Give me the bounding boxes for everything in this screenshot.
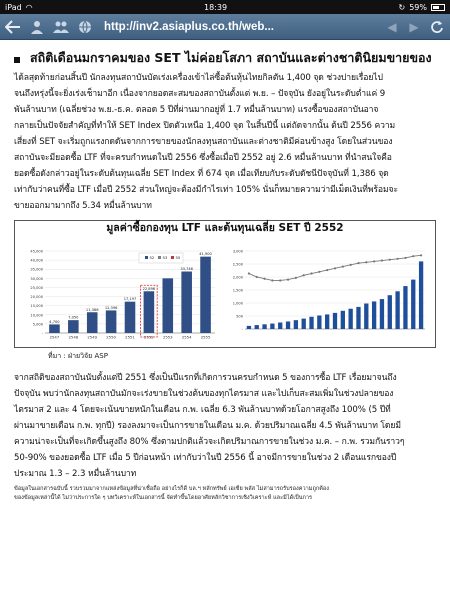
bar [270, 324, 274, 329]
bar [403, 286, 407, 329]
bar [380, 299, 384, 329]
bar [325, 314, 329, 329]
bar [144, 291, 155, 333]
footnote [14, 485, 436, 503]
bar [68, 320, 79, 333]
legend-label: 52 [149, 255, 155, 260]
text-line: จนถึงหรุ่งนี้จะยิ่งเร่งเช็ามาอีก เนื่องจากยอดสะสมของสถาบันตั้งแต่ พ.ย. – ปัจจุบัน ยังอยู่ในระดับต่ำแค่ 9 [14, 89, 386, 99]
figure-title: มูลค่าซื้อกองทุน LTF และต้นทุนเฉลี่ย SET ปี 2552 [106, 222, 344, 234]
line-point [303, 274, 305, 276]
y-tick-label: 1,500 [232, 288, 243, 293]
bar [372, 301, 376, 329]
line-point [389, 259, 391, 261]
line-point [256, 276, 258, 278]
bar-value-label: 33,746 [180, 267, 193, 272]
bar [255, 325, 259, 329]
text-line: พันล้านบาท (เฉลี่ยช่วง พ.ย.-ธ.ค. ตลอด 5 ปีที่ผ่านมากอยู่ที่ 1.7 หมื่นล้านบาท) แรงซื้อของสถาบันอาจ [14, 105, 379, 115]
bar-value-label: 22,896 [142, 286, 156, 291]
line-point [397, 258, 399, 260]
article-heading [14, 50, 436, 66]
line-point [295, 277, 297, 279]
text-line: ความน่าจะเป็นที่จะเกิดขึ้นสูงถึง 80% ซึ่งตามปกติแล้วจะเกิดปริมาณการขายในช่วง ม.ค. – ก.พ. รวมกันราวๆ [14, 437, 405, 447]
wifi-icon: ◠ [25, 2, 33, 12]
x-tick-label: 2554 [181, 334, 192, 340]
text-line: จากสถิติของสถาบันนับตั้งแต่ปี 2551 ซึ่งเป็นปีแรกที่เกิดการวนครบกำหนด 5 ของการซื้อ LTF เรื่อยมาจนถึง [14, 373, 397, 383]
bar [247, 326, 251, 329]
x-tick-label: 2547 [49, 334, 60, 340]
x-tick-label: 2548 [68, 334, 79, 340]
legend-swatch [158, 256, 161, 259]
bar-value-label: 7,050 [68, 315, 79, 320]
y-tick-label: - [41, 331, 43, 336]
line-point [365, 261, 367, 263]
line-point [248, 272, 250, 274]
bar [333, 313, 337, 329]
line-point [326, 269, 328, 271]
url-bar[interactable]: http://inv2.asiaplus.co.th/web... [104, 20, 274, 33]
legend-swatch [145, 256, 148, 259]
bar [395, 291, 399, 329]
bar [181, 272, 192, 333]
set-cost-chart [227, 237, 433, 345]
bar [411, 280, 415, 329]
x-tick-label: 2555 [200, 334, 211, 340]
line-point [318, 271, 320, 273]
y-tick-label: 3,000 [232, 249, 243, 254]
text-line: สถาบันจะมียอดซื้อ LTF ที่จะครบกำหนดในปี 2556 ซึ่งซื้อเมื่อปี 2552 อยู่ 2.6 หมื่นล้านบาท ที่นำสนใจคือ [14, 153, 392, 163]
y-tick-label: 2,500 [232, 262, 243, 267]
battery-percent: 59% [409, 2, 427, 12]
figure [14, 220, 436, 348]
y-tick-label: 40,000 [30, 258, 43, 263]
bar [278, 323, 282, 330]
text-line: 50-90% ของยอดซื้อ LTF เมื่อ 5 ปีก่อนหน้า เท่ากับว่าในปี 2556 นี้ อาจมีการขายในช่วง 2 เดือนแรกของปี [14, 453, 397, 463]
person-icon[interactable] [28, 18, 46, 36]
text-line: เสี่ยงที่ SET จะเริ่มถูกแรงกดดันจากการขายของนักลงทุนสถาบันและต่างชาติมีค่อนข้างสูง โดยในส่วนของ [14, 137, 393, 147]
line-point [263, 278, 265, 280]
y-tick-label: - [241, 327, 243, 332]
line-point [350, 264, 352, 266]
line-point [334, 267, 336, 269]
status-bar [0, 0, 450, 14]
bar [294, 320, 298, 329]
x-tick-label: 2551 [125, 334, 135, 340]
x-tick-label: 2552 [144, 334, 154, 340]
text-line: กลายเป็นปัจจัยสำคัญที่ทำให้ SET Index ปิดตัวเหนือ 1,400 จุด ในสิ้นปีนี้ แต่ถัดจากนั้น ต้นปี 2556 ความ [14, 121, 396, 131]
bar [341, 311, 345, 329]
text-line: ประมาณ 1.3 – 2.3 หมื่นล้านบาท [14, 469, 137, 479]
y-tick-label: 35,000 [30, 267, 43, 272]
text-line: ขายออกมามากถึง 5.34 หมื่นล้านบาท [14, 201, 152, 211]
text-line: เท่ากับว่าคนที่ซื้อ LTF เมื่อปี 2552 ส่วนใหญ่จะต้องมีกำไรเท่า 105% นั่นก็หมายความว่ามีเม็ดเงินที่พร้อมจะ [14, 185, 398, 195]
y-tick-label: 20,000 [30, 295, 43, 300]
bar-value-label: 41,900 [199, 252, 212, 257]
x-tick-label: 2553 [162, 334, 173, 340]
y-tick-label: 25,000 [30, 285, 43, 290]
x-tick-label: 2550 [106, 334, 116, 340]
y-tick-label: 2,000 [232, 275, 243, 280]
ltf-bar-chart [19, 237, 219, 345]
bar [106, 310, 117, 333]
article-content [0, 41, 450, 600]
clock: 18:39 [204, 2, 228, 12]
line-point [404, 257, 406, 259]
figure-source: ที่มา : ฝ่ายวิจัย ASP [48, 352, 108, 360]
page-forward-icon[interactable]: ▶ [409, 19, 419, 34]
device-name: iPad [5, 2, 22, 12]
rotation-lock-icon: ↻ [398, 2, 406, 12]
footnote-line: ข้อมูลในเอกสารฉบับนี้ รวบรวมมาจากแหล่งข้อมูลที่น่าเชื่อถือ อย่างไรก็ดี บล.ฯ หลักทรัพย์ เอเซีย พลัส ไม่สามารถรับรองความถูกต้อง [14, 486, 329, 492]
text-line: ผ่านมาขายเดือน ก.พ. ทุกปี) รองลงมาจะเป็นการขายในเดือน ม.ค. ด้วยปริมาณเฉลี่ย 4.5 พันล้านบาท โดยมี [14, 421, 401, 431]
line-point [342, 266, 344, 268]
bar [419, 261, 423, 329]
y-tick-label: 45,000 [30, 249, 43, 254]
bar [356, 307, 360, 329]
footnote-line: ของข้อมูลเหล่านี้ได้ ไม่ว่าประการใด ๆ บทวิเคราะห์ในเอกสารนี้ จัดทำขึ้นโดยอาศัยหลักวิชาการเชิงวิเคราะห์ และมิได้เป็นการ [14, 495, 313, 501]
bar [309, 317, 313, 329]
bar [162, 278, 173, 333]
bullet-icon [14, 57, 20, 63]
bar-value-label: 4,700 [49, 319, 60, 324]
y-tick-label: 10,000 [30, 313, 43, 318]
bar [286, 321, 290, 329]
back-arrow-icon[interactable] [4, 18, 22, 36]
bar [125, 302, 136, 333]
text-line: ไตรมาส 2 และ 4 โดยจะเน้นขายหนักในเดือน ก.พ. เฉลี่ย 6.3 พันล้านบาทด้วยโอกาสสูงถึง 100% (5 ปีที่ [14, 405, 391, 415]
y-tick-label: 15,000 [30, 304, 43, 309]
refresh-icon[interactable] [428, 18, 446, 36]
bar [388, 295, 392, 329]
line-point [279, 279, 281, 281]
page-back-icon[interactable]: ◀ [387, 19, 397, 34]
paragraph-1 [14, 70, 436, 214]
line-point [357, 262, 359, 264]
line-point [381, 259, 383, 261]
y-tick-label: 30,000 [30, 276, 43, 281]
line-point [310, 272, 312, 274]
bar [87, 312, 98, 333]
bar [49, 324, 60, 333]
bar [302, 319, 306, 329]
bar [364, 304, 368, 329]
y-tick-label: 500 [236, 314, 243, 319]
text-line: ปัจจุบัน พบว่านักลงทุนสถาบันมักจะเร่งขายในช่วงต้นของทุกไตรมาส และไปเก็บสะสมเพิ่มในช่วงปลายของ [14, 389, 394, 399]
browser-toolbar [0, 14, 450, 40]
x-tick-label: 2549 [87, 334, 98, 340]
bar [200, 257, 211, 333]
bar-value-label: 12,396 [104, 305, 118, 310]
paragraph-2 [14, 370, 436, 482]
bar [262, 324, 266, 329]
line-point [373, 260, 375, 262]
bar [349, 309, 353, 329]
line-point [271, 279, 273, 281]
bar [317, 315, 321, 329]
bar-value-label: 17,197 [123, 297, 137, 302]
y-tick-label: 1,000 [232, 301, 243, 306]
legend-swatch [171, 256, 174, 259]
globe-icon[interactable] [76, 18, 94, 36]
line-point [287, 279, 289, 281]
line-point [420, 254, 422, 256]
people-icon[interactable] [52, 18, 70, 36]
bar-value-label: 11,386 [85, 307, 99, 312]
line-point [412, 255, 414, 257]
heading-text: สถิติเดือนมกราคมของ SET ไม่ค่อยโสภา สถาบันและต่างชาตินิยมขายของ [30, 50, 432, 65]
text-line: ยอดซื้อดังกล่าวอยู่ในระดับต้นทุนเฉลี่ย SET Index ที่ 674 จุด เมื่อเทียบกับระดับดัชนีปัจจุบันที่ 1,386 จุด [14, 169, 389, 179]
text-line: ได้ลสุดท้ายก่อนสิ้นปี นักลงทุนสถาบันบัตเร่งเครื่องเข้าไล่ซื้อต้นหุ้นไทยกิลตัน 1,400 จุด ช่วงปายเรื่อยไป [14, 73, 383, 83]
legend-label: 53 [162, 255, 168, 260]
y-tick-label: 5,000 [32, 322, 43, 327]
legend-label: 55 [175, 255, 181, 260]
battery-icon [431, 4, 445, 11]
